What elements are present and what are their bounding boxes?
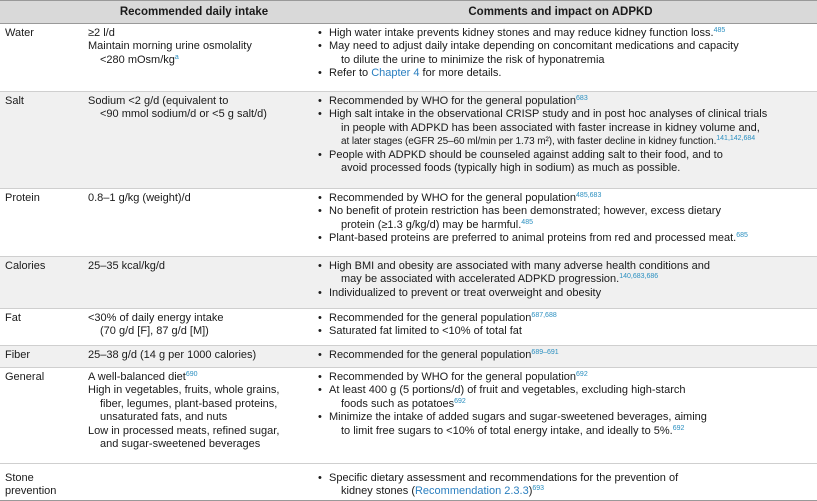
- footnote-ref: a: [174, 53, 179, 61]
- citation[interactable]: 140,683,686: [619, 273, 659, 281]
- table-row-fiber: [0, 346, 817, 368]
- list-item: • No benefit of protein restriction has been demonstrated; however, excess dietary protein (≥1.3 g/kg/d) may be harmful.$^{485}$: [315, 205, 813, 232]
- recommendation-link[interactable]: Recommendation 2.3.3: [414, 485, 529, 498]
- citation[interactable]: 692: [576, 371, 588, 378]
- row-label: Salt: [5, 95, 24, 107]
- intake-line: A well-balanced diet$^{690}$: [88, 371, 198, 383]
- citation[interactable]: 141,142,684: [716, 135, 756, 143]
- intake-line: <280 mOsm/$kg^a$: [100, 53, 179, 66]
- list-item: • Minimize the intake of added sugars and sugar-sweetened beverages, aiming to limit free sugars to <10% of total energy intake, and ideally to 5%.$^{692}$: [315, 411, 813, 438]
- intake-cell: [84, 368, 309, 463]
- citation[interactable]: 685: [736, 232, 748, 240]
- header-intake: Recommended daily intake: [119, 6, 269, 18]
- row-label: Stone prevention: [5, 472, 57, 498]
- citation[interactable]: 485,683: [576, 192, 602, 199]
- comments-cell: [309, 368, 817, 463]
- citation[interactable]: 683: [576, 95, 588, 102]
- list-item: • May need to adjust daily intake depending on concomitant medications and capacity to dilute the urine to minimize the risk of hyponatremia: [315, 40, 813, 67]
- intake-line: unsaturated fats, and nuts: [100, 411, 228, 424]
- intake-line: <30% of daily energy intake: [88, 312, 224, 324]
- intake-cell: [84, 24, 309, 91]
- citation[interactable]: 693: [532, 485, 545, 493]
- intake-line: Sodium <2 g/d (equivalent to: [88, 95, 229, 107]
- table-header: [0, 0, 817, 24]
- intake-line: (70 g/d [F], 87 g/d [M]): [100, 325, 209, 338]
- intake-cell: [84, 346, 309, 367]
- row-label: Fat: [5, 312, 21, 324]
- table-row-stone-prevention: [0, 464, 817, 501]
- intake-line: Maintain morning urine osmolality: [88, 40, 252, 53]
- list-item: • Recommended by WHO for the general population$^{485,683}$: [315, 192, 813, 205]
- comments-cell: [309, 309, 817, 345]
- comments-cell: [309, 189, 817, 256]
- intake-line: Low in processed meats, refined sugar,: [88, 424, 280, 437]
- intake-line: 25–38 g/d (14 g per 1000 calories): [88, 349, 257, 361]
- intake-line: 25–35 kcal/kg/d: [88, 260, 166, 272]
- header-col-1: [0, 1, 84, 23]
- intake-cell: [84, 464, 309, 500]
- list-item: • People with ADPKD should be counseled against adding salt to their food, and to avoid processed foods (typically high in sodium) as much as possible.: [315, 149, 813, 176]
- table-row-salt: [0, 92, 817, 189]
- intake-cell: [84, 309, 309, 345]
- list-item: • Individualized to prevent or treat overweight and obesity: [315, 287, 813, 300]
- comments-cell: [309, 92, 817, 188]
- intake-cell: [84, 189, 309, 256]
- list-item: • Recommended by WHO for the general population$^{692}$: [315, 371, 813, 384]
- header-comments: Comments and impact on ADPKD: [468, 6, 653, 18]
- row-label: General: [5, 371, 45, 383]
- citation[interactable]: 692: [672, 424, 685, 432]
- intake-line: and sugar-sweetened beverages: [100, 438, 261, 451]
- intake-line: fiber, legumes, plant-based proteins,: [100, 397, 278, 410]
- intake-line: ≥2 l/d: [88, 27, 115, 39]
- table-row-water: [0, 24, 817, 92]
- citation[interactable]: 692: [454, 397, 466, 405]
- list-item: • High BMI and obesity are associated with many adverse health conditions and may be associated with accelerated ADPKD progression.$^{140,683,686}$: [315, 260, 813, 287]
- table-row-fat: [0, 309, 817, 346]
- list-item: • High salt intake in the observational CRISP study and in post hoc analyses of clinical trials in people with ADPKD has been associated with faster increase in kidney volume and, at later stages (eGFR 25–60 ml/min per 1.73 m²), with faster decline in kidney function.$^{141,142,684}$: [315, 108, 813, 148]
- list-item: • High water intake prevents kidney stones and may reduce kidney function loss.$^{485}$: [315, 27, 813, 40]
- citation[interactable]: 485: [521, 218, 533, 226]
- comments-cell: [309, 464, 817, 500]
- table-row-general: [0, 368, 817, 464]
- row-label: Protein: [5, 192, 40, 204]
- list-item: • At least 400 g (5 portions/d) of fruit and vegetables, excluding high-starch foods such as potatoes$^{692}$: [315, 384, 813, 411]
- row-label: Calories: [5, 260, 46, 272]
- citation[interactable]: 689–691: [531, 349, 559, 356]
- intake-line: High in vegetables, fruits, whole grains,: [88, 384, 280, 397]
- citation[interactable]: 687,688: [531, 312, 557, 319]
- row-label: Fiber: [5, 349, 31, 361]
- intake-line: 0.8–1 g/kg (weight)/d: [88, 192, 191, 204]
- list-item: • Recommended for the general population$^{689-691}$: [315, 349, 813, 362]
- list-item: • Refer to Chapter 4 for more details.: [315, 67, 813, 80]
- comments-cell: [309, 346, 817, 367]
- row-label: Water: [5, 27, 34, 39]
- list-item: • Recommended for the general population$^{687,688}$: [315, 312, 813, 325]
- citation[interactable]: 690: [185, 371, 198, 378]
- comments-cell: [309, 24, 817, 91]
- intake-line: <90 mmol sodium/d or <5 g salt/d): [100, 108, 267, 121]
- list-item: • Plant-based proteins are preferred to animal proteins from red and processed meat.$^{685}$: [315, 232, 813, 245]
- table-row-protein: [0, 189, 817, 257]
- list-item: • Saturated fat limited to <10% of total fat: [315, 325, 813, 338]
- table-row-calories: [0, 257, 817, 309]
- comments-cell: [309, 257, 817, 308]
- list-item: • Recommended by WHO for the general population$^{683}$: [315, 95, 813, 108]
- chapter-link[interactable]: Chapter 4: [371, 67, 420, 80]
- list-item: • Specific dietary assessment and recommendations for the prevention of kidney stones (Recommendation 2.3.3)$^{693}$: [315, 472, 813, 499]
- intake-cell: [84, 257, 309, 308]
- intake-cell: [84, 92, 309, 188]
- citation[interactable]: 485: [713, 27, 726, 34]
